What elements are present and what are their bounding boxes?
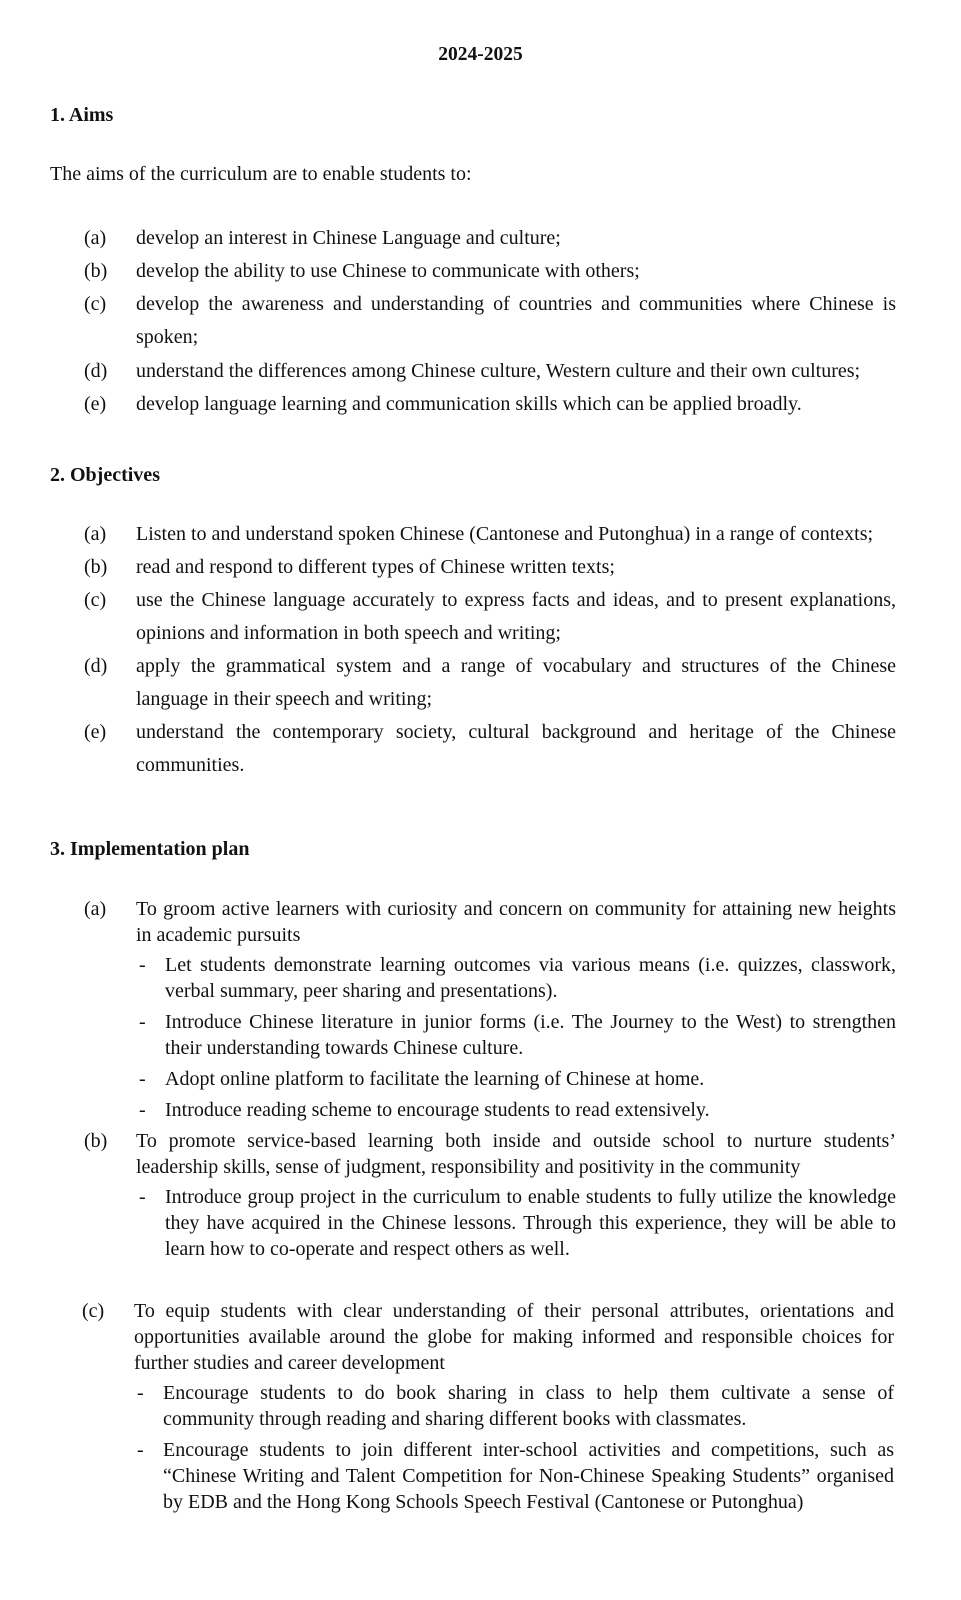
item-label: (e) (84, 720, 107, 743)
item-text: develop an interest in Chinese Language and culture; (136, 227, 561, 249)
item-text: develop the awareness and understanding of countries and communities where Chinese is spoken; (136, 293, 896, 348)
sub-item-text: Encourage students to join different inter-school activities and competitions, such as “Chinese Writing and Talent Competition for Non-Chinese Speaking Students” organised by EDB and the Hong Kong Schools Speech Festival (Cantonese or Putonghua) (163, 1439, 894, 1513)
list-item (84, 896, 896, 948)
list-item (84, 716, 896, 782)
list-item (84, 584, 896, 650)
bullet-dash: - (139, 954, 146, 976)
item-label: (c) (82, 1300, 105, 1322)
aims-intro: The aims of the curriculum are to enable students to: (50, 163, 472, 185)
sub-item (84, 1066, 896, 1092)
item-text: To equip students with clear understanding of their personal attributes, orientations and opportunities available around the globe for making informed and responsible choices for further studies and career development (134, 1300, 894, 1374)
item-text: apply the grammatical system and a range of vocabulary and structures of the Chinese language in their speech and writing; (136, 654, 896, 710)
item-label: (b) (84, 260, 108, 282)
bullet-dash: - (139, 1099, 146, 1121)
list-item (84, 522, 896, 548)
item-text: Listen to and understand spoken Chinese (Cantonese and Putonghua) in a range of contexts; (136, 523, 874, 545)
sub-item (82, 1380, 894, 1432)
bullet-dash: - (139, 1186, 146, 1208)
list-item (84, 288, 896, 354)
sub-item-text: Adopt online platform to facilitate the learning of Chinese at home. (165, 1068, 705, 1090)
sub-item-text: Introduce Chinese literature in junior forms (i.e. The Journey to the West) to strengthen their understanding towards Chinese culture. (165, 1011, 896, 1059)
item-label: (a) (84, 523, 107, 545)
item-label: (a) (84, 227, 107, 249)
objectives-list (84, 522, 896, 782)
list-item (84, 650, 896, 716)
list-item (84, 359, 896, 385)
item-text: understand the contemporary society, cultural background and heritage of the Chinese communities. (136, 720, 896, 776)
list-item (84, 255, 896, 288)
bullet-dash: - (137, 1439, 144, 1461)
item-label: (e) (84, 392, 107, 415)
item-label: (c) (84, 293, 107, 315)
aims-list (84, 222, 896, 421)
item-text: develop the ability to use Chinese to communicate with others; (136, 260, 640, 282)
implementation-list-c (82, 1298, 894, 1515)
item-text: develop language learning and communication skills which can be applied broadly. (136, 392, 802, 415)
item-label: (d) (84, 360, 108, 382)
section-heading-implementation-plan: 3. Implementation plan (50, 838, 250, 860)
bullet-dash: - (137, 1382, 144, 1404)
item-label: (d) (84, 654, 108, 677)
section-heading-aims: 1. Aims (50, 104, 114, 126)
item-label: (c) (84, 588, 107, 611)
sub-item (84, 1009, 896, 1061)
section-heading-objectives: 2. Objectives (50, 464, 160, 486)
implementation-list-a-b (84, 896, 896, 1262)
list-item (84, 551, 896, 584)
sub-item-text: Introduce reading scheme to encourage students to read extensively. (165, 1099, 710, 1121)
item-text: use the Chinese language accurately to express facts and ideas, and to present explanations, opinions and information in both speech and writing; (136, 588, 896, 644)
document-title: 2024-2025 (438, 44, 523, 65)
list-item (84, 222, 896, 255)
list-item (84, 388, 896, 421)
sub-item-text: Let students demonstrate learning outcomes via various means (i.e. quizzes, classwork, verbal summary, peer sharing and presentations). (165, 954, 896, 1002)
sub-item (84, 1184, 896, 1262)
list-item (82, 1298, 894, 1376)
item-label: (a) (84, 898, 107, 920)
bullet-dash: - (139, 1011, 146, 1033)
sub-item (84, 952, 896, 1004)
item-label: (b) (84, 1130, 108, 1152)
item-text: understand the differences among Chinese culture, Western culture and their own cultures; (136, 360, 861, 382)
sub-item-text: Encourage students to do book sharing in class to help them cultivate a sense of community through reading and sharing different books with classmates. (163, 1382, 894, 1430)
item-label: (b) (84, 555, 108, 578)
item-text: To promote service-based learning both inside and outside school to nurture students’ leadership skills, sense of judgment, responsibility and positivity in the community (136, 1130, 896, 1178)
sub-item (82, 1437, 894, 1515)
bullet-dash: - (139, 1068, 146, 1090)
sub-item (84, 1097, 896, 1123)
sub-item-text: Introduce group project in the curriculum to enable students to fully utilize the knowledge they have acquired in the Chinese lessons. Through this experience, they will be able to learn how to co-operate and respect others as well. (165, 1186, 896, 1260)
item-text: read and respond to different types of Chinese written texts; (136, 555, 615, 578)
list-item (84, 1128, 896, 1180)
item-text: To groom active learners with curiosity and concern on community for attaining new heights in academic pursuits (136, 898, 896, 946)
